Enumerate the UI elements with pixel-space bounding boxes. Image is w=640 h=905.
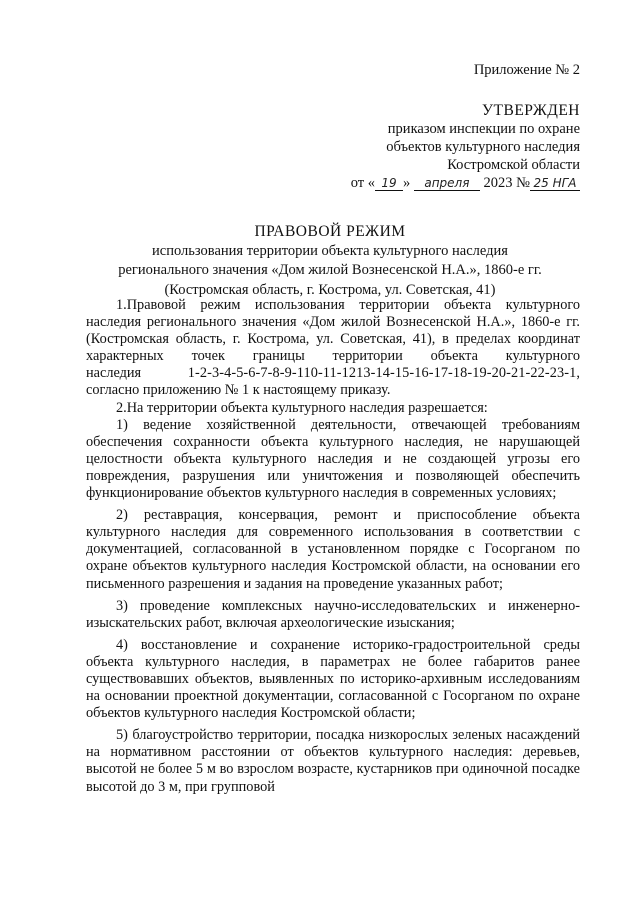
document-heading <box>80 222 580 300</box>
heading-line-1: использования территории объекта культурного наследия <box>152 242 508 259</box>
date-month-handwritten: апреля <box>414 176 480 191</box>
date-prefix: от « <box>350 175 376 191</box>
paragraph-2: 2.На территории объекта культурного наследия разрешается: <box>116 399 488 416</box>
appendix-label: Приложение № 2 <box>473 62 580 78</box>
date-mid: » <box>403 175 411 191</box>
approval-block <box>351 102 580 192</box>
approval-title: УТВЕРЖДЕН <box>482 102 580 119</box>
list-item-5: 5) благоустройство территории, посадка низкорослых зеленых насаждений на нормативном расстоянии от объектов культурного наследия: деревьев, высотой не более 5 м во взрослом возрасте, кустарников при одиночной посадке высотой до 3 м, при групповой <box>86 727 580 795</box>
document-body <box>86 297 580 796</box>
heading-title: ПРАВОВОЙ РЕЖИМ <box>254 223 406 240</box>
paragraph-1 <box>86 297 580 400</box>
paragraph-1-end: согласно приложению № 1 к настоящему приказу. <box>86 382 391 399</box>
approval-line-3: Костромской области <box>447 157 580 173</box>
list-item-1: 1) ведение хозяйственной деятельности, отвечающей требованиям обеспечения сохранности объекта культурного наследия, не нарушающей целостности объекта культурного наследия и не создающей угрозы его повреждения, разрушения или уничтожения и позволяющей обеспечить функционирование объектов культурного наследия в современных условиях; <box>86 416 580 502</box>
list-item-4: 4) восстановление и сохранение историко-градостроительной среды объекта культурного наследия, в параметрах не более габаритов ранее существовавших объектов, выявленных по историко-архивным исследованиям на основании проектной документации, согласованной с Госорганом по охране объектов культурного наследия Костромской области; <box>86 636 580 722</box>
date-day-handwritten: 19 <box>375 176 403 191</box>
order-number-handwritten: 25 НГА <box>530 176 580 191</box>
list-item-2: 2) реставрация, консервация, ремонт и приспособление объекта культурного наследия для современного использования в соответствии с документацией, согласованной в установленном порядке с Госорганом по охране объектов культурного наследия Костромской области, на основании его письменного разрешения и задания на проведение указанных работ; <box>86 507 580 592</box>
list-item-3: 3) проведение комплексных научно-исследовательских и инженерно-изыскательских работ, включая археологические изыскания; <box>86 597 580 631</box>
paragraph-1-text: 1.Правовой режим использования территории объекта культурного наследия регионального значения «Дом жилой Вознесенской Н.А.», 1860-е гг. (Костромская область, г. Кострома, ул. Советская, 41), в пределах координат характерных точек границы территории объекта культурного наследия <box>86 297 580 382</box>
approval-date-line <box>351 174 580 192</box>
approval-line-1: приказом инспекции по охране <box>387 121 580 137</box>
approval-line-2: объектов культурного наследия <box>386 139 580 155</box>
date-year-number: 2023 № <box>483 175 530 191</box>
boundary-points: 1-2-3-4-5-6-7-8-9-110-11-1213-14-15-16-17-18-19-20-21-22-23-1, <box>187 365 580 382</box>
heading-line-2: регионального значения «Дом жилой Вознесенской Н.А.», 1860-е гг. <box>118 262 542 278</box>
heading-line-3: (Костромская область, г. Кострома, ул. Советская, 41) <box>164 281 496 298</box>
